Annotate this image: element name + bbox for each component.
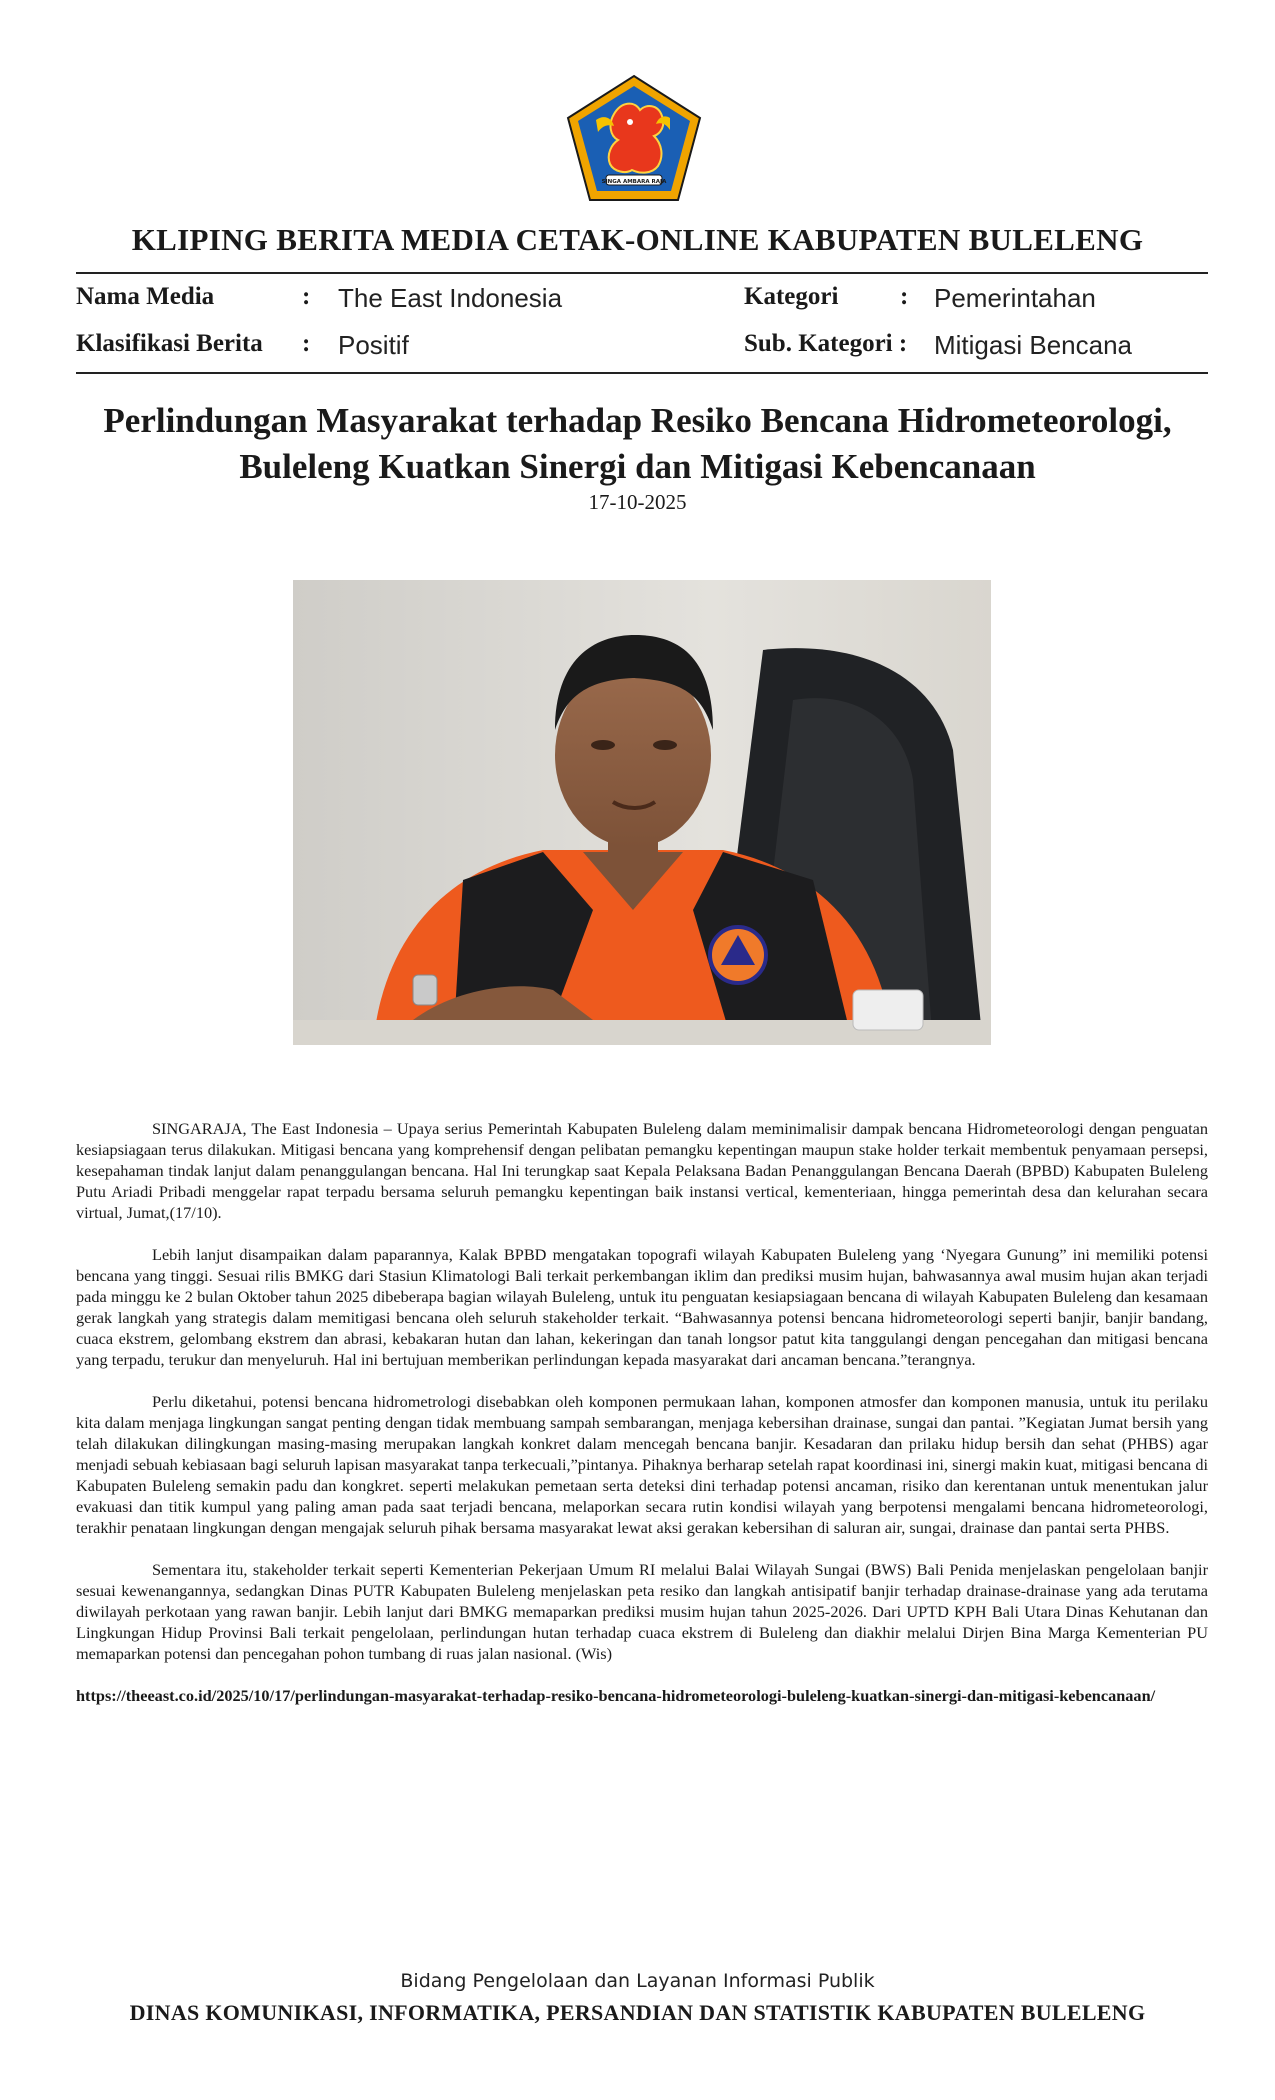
article-paragraph-3: Perlu diketahui, potensi bencana hidrometrologi disebabkan oleh komponen permukaan lahan, komponen atmosfer dan komponen manusia, untuk itu perilaku kita dalam menjaga lingkungan sangat penting dengan tidak membuang sampah sembarangan, menjaga kebersihan drainase, sungai dan pantai. ”Kegiatan Jumat bersih yang telah dilakukan dilingkungan masing-masing merupakan langkah konkret dalam mencegah bencana banjir. Kesadaran dan prilaku hidup bersih dan sehat (PHBS) agar menjadi sebuah kebiasaan bagi seluruh lapisan masyarakat tanpa terkecuali,”pintanya. Pihaknya berharap setelah rapat koordinasi ini, sinergi makin kuat, mitigasi bencana di Kabupaten Buleleng semakin padu dan kongkret. seperti melakukan pemetaan serta deteksi dini terhadap potensi ancaman, risiko dan kerentanan untuk menentukan jalur evakuasi dan titik kumpul yang paling aman pada saat terjadi bencana, melaporkan secara rutin kondisi wilayah yang berpotensi mengalami bencana hidrometeorologi, terakhir penataan lingkungan dengan mengajak seluruh pihak bersama masyarakat lewat aksi gerakan kebersihan di saluran air, sungai, drainase dan pantai serta PHBS. <box>76 1392 1208 1537</box>
article-paragraph-2: Lebih lanjut disampaikan dalam paparannya, Kalak BPBD mengatakan topografi wilayah Kabupaten Buleleng yang ‘Nyegara Gunung” ini memiliki potensi bencana yang tinggi. Sesuai rilis BMKG dari Stasiun Klimatologi Bali terkait perkembangan iklim dan prediksi musim hujan, bahwasannya awal musim hujan akan terjadi pada minggu ke 2 bulan Oktober tahun 2025 dibeberapa bagian wilayah Buleleng, untuk itu penguatan kesiapsiagaan bencana di wilayah Kabupaten Buleleng dan kesamaan gerak langkah yang strategis dalam memitigasi bencana oleh seluruh stakeholder terkait. “Bahwasannya potensi bencana hidrometeorologi seperti banjir, banjir bandang, cuaca ekstrem, gelombang ekstrem dan abrasi, kebakaran hutan dan lahan, kekeringan dan tanah longsor patut kita tanggulangi dengan pencegahan dan mitigasi bencana yang terpadu, terukur dan menyeluruh. Hal ini bertujuan memberikan perlindungan kepada masyarakat dari ancaman bencana.”terangnya. <box>76 1245 1208 1369</box>
media-label: Nama Media <box>76 283 215 310</box>
klasifikasi-colon: : <box>302 330 311 357</box>
headline-line-1: Perlindungan Masyarakat terhadap Resiko Bencana Hidrometeorologi, <box>103 401 1172 440</box>
headline-line-2: Buleleng Kuatkan Sinergi dan Mitigasi Kebencanaan <box>239 447 1036 486</box>
article-date: 17-10-2025 <box>588 490 687 514</box>
footer-division: Bidang Pengelolaan dan Layanan Informasi Publik <box>400 1970 875 1992</box>
article-headline <box>60 398 1215 490</box>
klasifikasi-value: Positif <box>338 330 409 360</box>
subkategori-value: Mitigasi Bencana <box>934 330 1132 360</box>
header-divider-top <box>76 272 1208 274</box>
article-photo <box>293 580 991 1045</box>
klasifikasi-label: Klasifikasi Berita <box>76 330 263 357</box>
kategori-label: Kategori <box>744 283 839 310</box>
article-paragraph-4: Sementara itu, stakeholder terkait seperti Kementerian Pekerjaan Umum RI melalui Balai Wilayah Sungai (BWS) Bali Penida menjelaskan pengelolaan banjir sesuai kewenangannya, sedangkan Dinas PUTR Kabupaten Buleleng menjelaskan peta resiko dan langkah antisipatif banjir terhadap drainase-drainase yang ada terutama diwilayah perkotaan yang rawan banjir. Lebih lanjut dari BMKG memaparkan prediksi musim hujan tahun 2025-2026. Dari UPTD KPH Bali Utara Dinas Kehutanan dan Lingkungan Hidup Provinsi Bali terkait pengelolaan, perlindungan hutan terhadap cuaca ekstrem di Buleleng dan diakhir melalui Dirjen Bina Marga Kementerian PU memaparkan potensi dan pencegahan pohon tumbang di ruas jalan nasional. (Wis) <box>76 1560 1208 1663</box>
page-header-title: KLIPING BERITA MEDIA CETAK-ONLINE KABUPATEN BULELENG <box>131 222 1144 257</box>
footer-agency: DINAS KOMUNIKASI, INFORMATIKA, PERSANDIAN DAN STATISTIK KABUPATEN BULELENG <box>129 2000 1146 2025</box>
header-divider-bottom <box>76 372 1208 374</box>
buleleng-emblem <box>566 74 702 202</box>
media-colon: : <box>302 283 311 310</box>
subkategori-label: Sub. Kategori : <box>744 330 908 357</box>
article-paragraph-1: SINGARAJA, The East Indonesia – Upaya serius Pemerintah Kabupaten Buleleng dalam meminimalisir dampak bencana Hidrometeorologi dengan penguatan kesiapsiagaan terus dilakukan. Mitigasi bencana yang komprehensif dengan pelibatan pemangku kepentingan maupun stake holder terkait membentuk penyamaan persepsi, kesepahaman tindak lanjut dalam penanggulangan bencana. Hal Ini terungkap saat Kepala Pelaksana Badan Penanggulangan Bencana Daerah (BPBD) Kabupaten Buleleng Putu Ariadi Pribadi menggelar rapat terpadu bersama seluruh pemangku kepentingan baik instansi vertical, kementeriaan, hingga pemerintah desa dan kelurahan secara virtual, Jumat,(17/10). <box>76 1119 1208 1222</box>
source-url-link[interactable]: https://theeast.co.id/2025/10/17/perlindungan-masyarakat-terhadap-resiko-bencana-hidrometeorologi-buleleng-kuatkan-sinergi-dan-mitigasi-kebencanaan/ <box>76 1686 1156 1705</box>
emblem-caption: SINGA AMBARA RAJA <box>601 179 667 185</box>
media-value: The East Indonesia <box>338 283 563 313</box>
kategori-value: Pemerintahan <box>934 283 1096 313</box>
emblem-icon <box>566 74 702 202</box>
kategori-colon: : <box>900 283 909 310</box>
article-photo-image <box>293 580 991 1045</box>
article-body <box>76 1118 1208 1727</box>
